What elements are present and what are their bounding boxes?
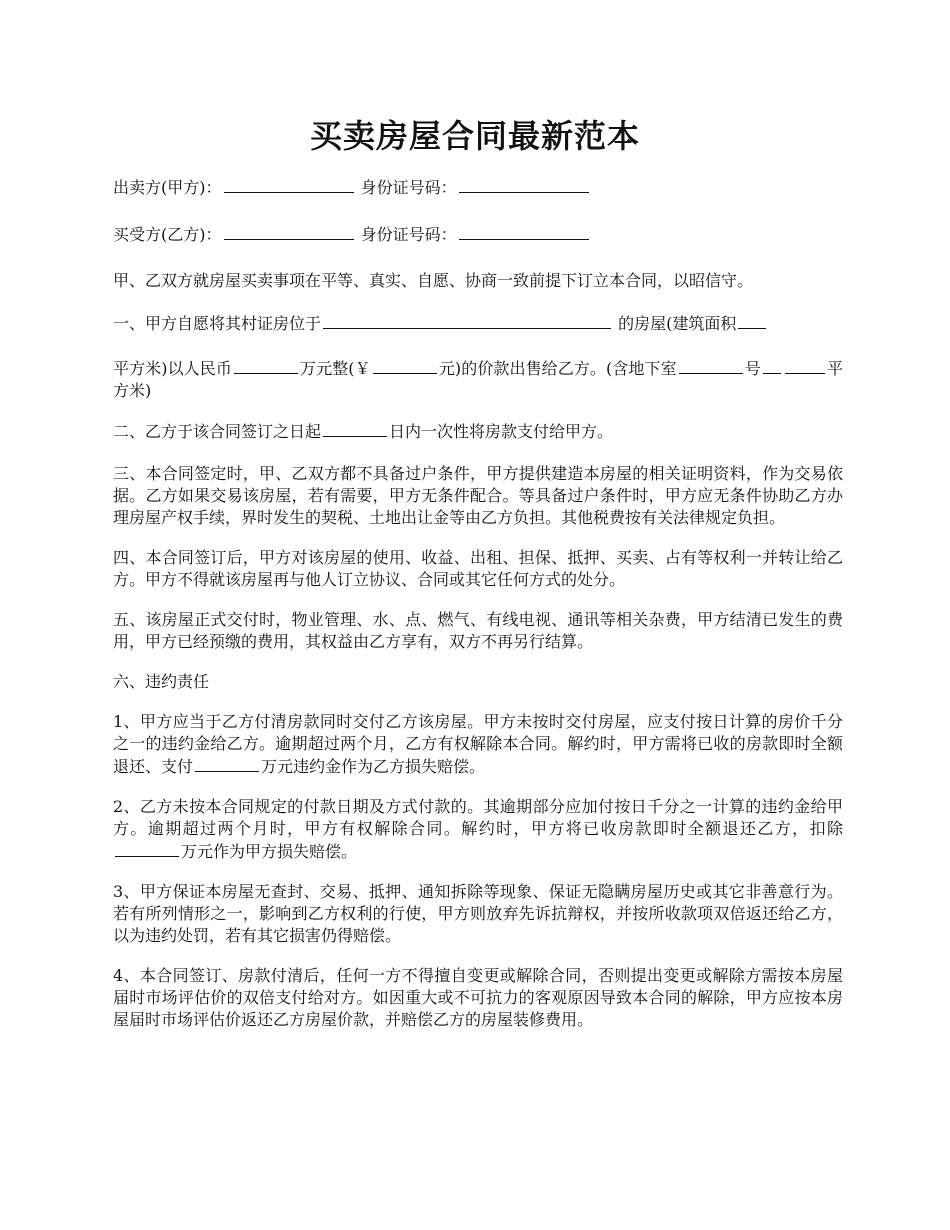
- price-yuan-blank: [373, 357, 437, 374]
- clause-1-text-f: 号: [744, 359, 761, 378]
- intro-paragraph: 甲、乙双方就房屋买卖事项在平等、真实、自愿、协商一致前提下订立本合同，以昭信守。: [113, 271, 754, 290]
- clause-6-heading: 六、违约责任: [113, 672, 210, 691]
- clause-1-line-1: [113, 312, 843, 335]
- item-1-text-a: 1、甲方应当于乙方付清房款同时交付乙方该房屋。甲方未按时交付房屋，应支付按日计算的房价千分之一的违约金给乙方。逾期超过两个月，乙方有权解除本合同。解约时，甲方需将已收的房款即时全额退还、支付: [113, 712, 843, 776]
- seller-id-blank: [459, 176, 589, 193]
- liability-item-4: 4、本合同签订、房款付清后，任何一方不得擅自变更或解除合同，否则提出变更或解除方需按本房屋届时市场评估价的双倍支付给对方。如因重大或不可抗力的客观原因导致本合同的解除，甲方应按本房屋届时市场评估价返还乙方房屋价款，并赔偿乙方的房屋装修费用。: [113, 966, 843, 1029]
- clause-2-text-b: 日内一次性将房款支付给甲方。: [389, 422, 614, 441]
- buyer-id-label: 身份证号码：: [360, 225, 457, 244]
- basement-number-blank: [679, 357, 743, 374]
- seller-label: 出卖方(甲方)：: [113, 178, 222, 197]
- clause-1-text-e: 元)的价款出售给乙方。(含地下室: [438, 359, 677, 378]
- clause-1-text-d: 万元整(￥: [299, 359, 371, 378]
- liability-item-2: [113, 796, 843, 863]
- clause-5-paragraph: 五、该房屋正式交付时，物业管理、水、点、燃气、有线电视、通讯等相关杂费，甲方结清已发生的费用，甲方已经预缴的费用，其权益由乙方享有，双方不再另行结算。: [113, 610, 843, 651]
- payment-days-blank: [323, 420, 387, 437]
- liability-item-3: 3、甲方保证本房屋无查封、交易、抵押、通知拆除等现象、保证无隐瞒房屋历史或其它非善意行为。若有所列情形之一，影响到乙方权利的行使，甲方则放弃先诉抗辩权，并按所收款项双倍返还给乙方，以为违约处罚，若有其它损害仍得赔偿。: [113, 882, 843, 945]
- document-title: 买卖房屋合同最新范本: [309, 117, 640, 155]
- buyer-penalty-blank: [115, 840, 179, 857]
- basement-area-blank-b: [785, 357, 825, 374]
- basement-area-blank-a: [763, 357, 781, 374]
- area-blank: [738, 312, 766, 329]
- clause-2-paragraph: [113, 420, 843, 443]
- clause-4-paragraph: 四、本合同签订后，甲方对该房屋的使用、收益、出租、担保、抵押、买卖、占有等权利一并转让给乙方。甲方不得就该房屋再与他人订立协议、合同或其它任何方式的处分。: [113, 548, 843, 589]
- buyer-name-blank: [224, 223, 354, 240]
- item-1-text-b: 万元违约金作为乙方损失赔偿。: [261, 757, 486, 776]
- item-2-text-b: 万元作为甲方损失赔偿。: [181, 842, 358, 861]
- clause-3-paragraph: 三、本合同签定时，甲、乙双方都不具备过户条件，甲方提供建造本房屋的相关证明资料，作为交易依据。乙方如果交易该房屋，若有需要，甲方无条件配合。等具备过户条件时，甲方应无条件协助乙方办理房屋产权手续，界时发生的契税、土地出让金等由乙方负担。其他税费按有关法律规定负担。: [113, 464, 843, 527]
- clause-1-text-g: 平方米): [113, 359, 843, 400]
- clause-2-text-a: 二、乙方于该合同签订之日起: [113, 422, 322, 441]
- clause-1-text-c: 平方米)以人民币: [113, 359, 232, 378]
- clause-1-line-2: [113, 357, 843, 402]
- price-wan-blank: [234, 357, 298, 374]
- document-body: [113, 176, 843, 1049]
- item-2-text-a: 2、乙方未按本合同规定的付款日期及方式付款的。其逾期部分应加付按日千分之一计算的违约金给甲方。逾期超过两个月时，甲方有权解除合同。解约时，甲方将已收房款即时全额退还乙方，扣除: [113, 797, 843, 838]
- clause-1-text-b: 的房屋(建筑面积: [618, 314, 737, 333]
- seller-id-label: 身份证号码：: [360, 178, 457, 197]
- buyer-id-blank: [459, 223, 589, 240]
- seller-name-blank: [224, 176, 354, 193]
- buyer-label: 买受方(乙方)：: [113, 225, 222, 244]
- liability-item-1: [113, 711, 843, 778]
- clause-1-text-a: 一、甲方自愿将其村证房位于: [113, 314, 322, 333]
- location-blank: [323, 312, 611, 329]
- buyer-row: [113, 223, 843, 246]
- seller-penalty-blank: [195, 755, 259, 772]
- seller-row: [113, 176, 843, 199]
